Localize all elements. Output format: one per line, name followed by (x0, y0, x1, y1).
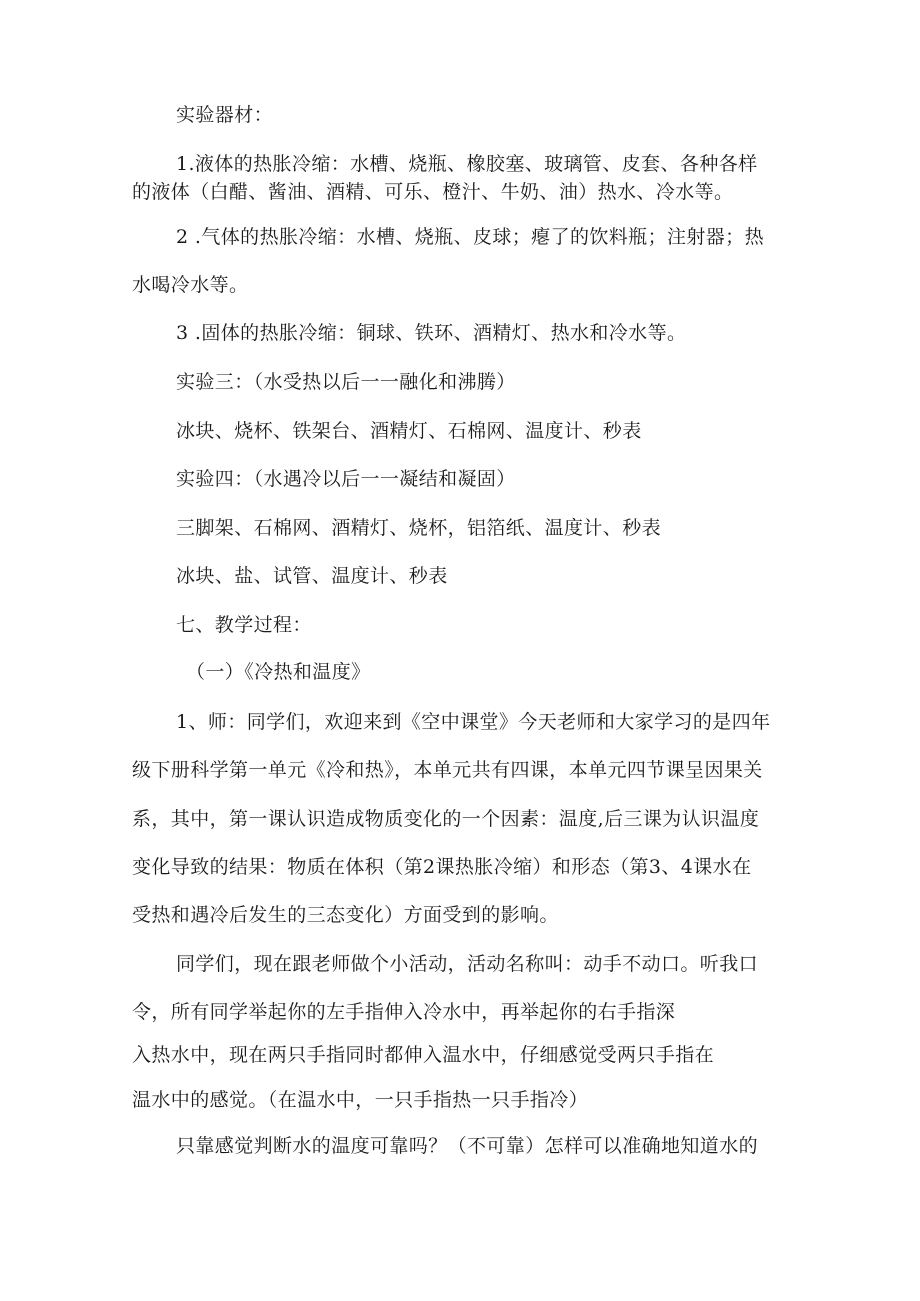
line-equipment-heading: 实验器材： (176, 104, 274, 126)
line-paragraph-1-cont-4: 受热和遇冷后发生的三态变化）方面受到的影响。 (132, 904, 559, 926)
line-experiment-three: 实验三：（水受热以后一一融化和沸腾） (176, 371, 516, 393)
line-experiment-four: 实验四：（水遇冷以后一一凝结和凝固） (176, 468, 516, 490)
line-liquid-expansion: 1.液体的热胀冷缩：水槽、烧瓶、橡胶塞、玻璃管、皮套、各种各样 (176, 153, 758, 175)
line-paragraph-2-cont-2: 入热水中，现在两只手指同时都伸入温水中，仔细感觉受两只手指在 (132, 1044, 715, 1066)
line-experiment-three-materials: 冰块、烧杯、铁架台、酒精灯、石棉网、温度计、秒表 (176, 420, 642, 442)
line-paragraph-1: 1、师：同学们，欢迎来到《空中课堂》今天老师和大家学习的是四年 (176, 711, 771, 733)
line-experiment-four-materials: 三脚架、石棉网、酒精灯、烧杯，铝箔纸、温度计、秒表 (176, 517, 662, 539)
line-gas-expansion: 2 .气体的热胀冷缩：水槽、烧瓶、皮球；瘪了的饮料瓶；注射器；热 (176, 226, 764, 248)
line-paragraph-1-cont-1: 级下册科学第一单元《冷和热》，本单元共有四课，本单元四节课呈因果关 (132, 759, 763, 781)
line-solid-expansion: 3 .固体的热胀冷缩：铜球、铁环、酒精灯、热水和冷水等。 (176, 322, 687, 344)
line-paragraph-1-cont-2: 系，其中，第一课认识造成物质变化的一个因素：温度,后三课为认识温度 (132, 808, 760, 830)
line-paragraph-1-cont-3: 变化导致的结果：物质在体积（第2课热胀冷缩）和形态（第3、4课水在 (132, 856, 752, 878)
line-gas-expansion-cont: 水喝冷水等。 (132, 274, 249, 296)
line-paragraph-2: 同学们，现在跟老师做个小活动，活动名称叫：动手不动口。听我口 (176, 953, 759, 975)
line-experiment-four-materials-2: 冰块、盐、试管、温度计、秒表 (176, 565, 448, 587)
line-paragraph-2-cont-1: 令，所有同学举起你的左手指伸入冷水中，再举起你的右手指深 (132, 1001, 676, 1023)
line-teaching-process-heading: 七、教学过程： (176, 614, 312, 636)
line-paragraph-3: 只靠感觉判断水的温度可靠吗？（不可靠）怎样可以准确地知道水的 (176, 1135, 759, 1157)
line-liquid-expansion-cont: 的液体（白醋、酱油、酒精、可乐、橙汁、牛奶、油）热水、冷水等。 (132, 181, 734, 203)
line-paragraph-2-cont-3: 温水中的感觉。（在温水中，一只手指热一只手指冷） (132, 1089, 589, 1111)
line-section-one-title: （一）《冷热和温度》 (186, 661, 371, 683)
